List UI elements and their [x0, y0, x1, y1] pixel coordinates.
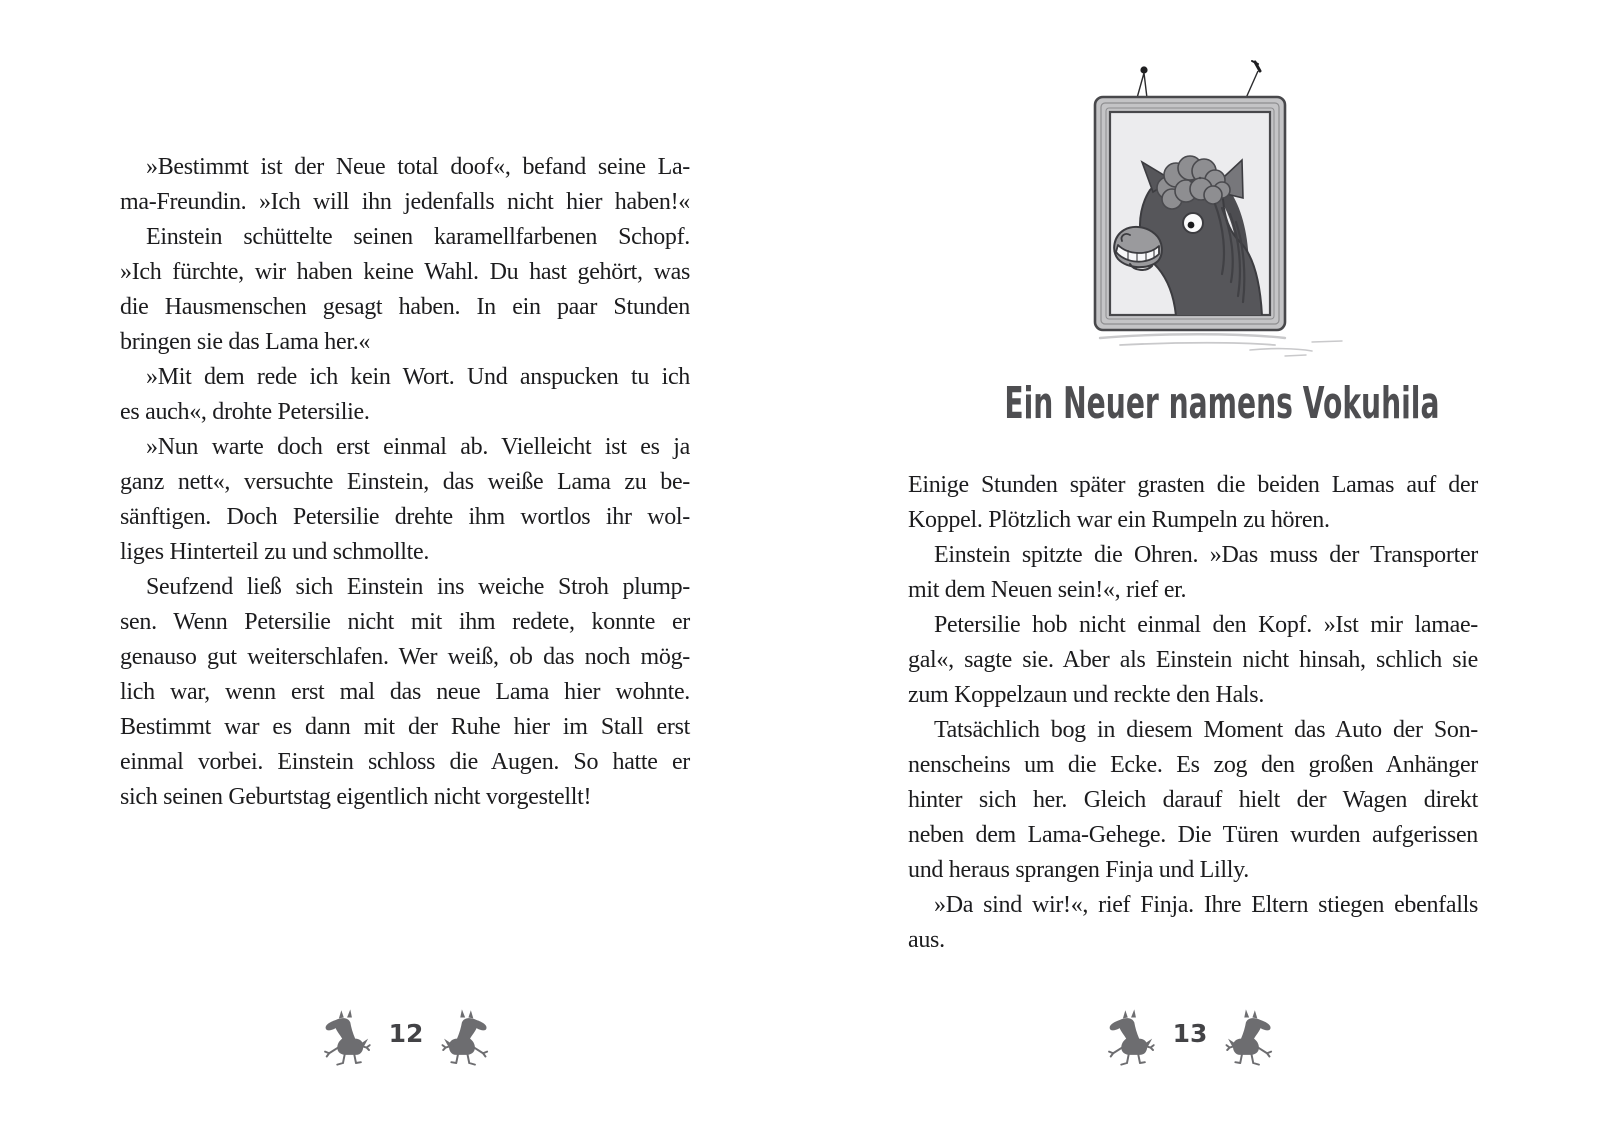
text-line: sen. Wenn Petersilie nicht mit ihm redete, konnte er [120, 609, 690, 635]
text-line: »Nun warte doch erst einmal ab. Vielleicht ist es ja [146, 434, 690, 460]
text-line: bringen sie das Lama her.« [120, 329, 371, 355]
text-line: einmal vorbei. Einstein schloss die Augen. So hatte er [120, 749, 690, 775]
text-line: lich war, wenn erst mal das neue Lama hier wohnte. [120, 679, 690, 705]
text-line: mit dem Neuen sein!«, rief er. [908, 577, 1187, 603]
text-line: »Ich fürchte, wir haben keine Wahl. Du hast gehört, was [120, 259, 690, 285]
text-line: Seufzend ließ sich Einstein ins weiche Stroh plump- [146, 574, 690, 600]
text-line: aus. [908, 927, 945, 953]
text-line: Bestimmt war es dann mit der Ruhe hier im Stall erst [120, 714, 690, 740]
text-line: Einstein spitzte die Ohren. »Das muss der Transporter [934, 542, 1478, 568]
text-line: ganz nett«, versuchte Einstein, das weiße Lama zu be- [120, 469, 690, 495]
text-line: Tatsächlich bog in diesem Moment das Auto der Son- [934, 717, 1478, 743]
text-line: sich seinen Geburtstag eigentlich nicht vorgestellt! [120, 784, 592, 810]
text-line: »Mit dem rede ich kein Wort. Und anspucken tu ich [146, 364, 690, 390]
text-line: Einige Stunden später grasten die beiden Lamas auf der [908, 472, 1478, 498]
dancing-llama-icon [1103, 1005, 1155, 1069]
text-line: Petersilie hob nicht einmal den Kopf. »Ist mir lamae- [934, 612, 1478, 638]
ground-shadow [1100, 334, 1342, 356]
text-line: es auch«, drohte Petersilie. [120, 399, 370, 425]
page-number: 13 [1172, 1018, 1208, 1048]
dancing-llama-icon [319, 1005, 371, 1069]
text-line: »Da sind wir!«, rief Finja. Ihre Eltern stiegen ebenfalls [934, 892, 1478, 918]
text-line: und heraus sprangen Finja und Lilly. [908, 857, 1249, 883]
text-line: Einstein schüttelte seinen karamellfarbenen Schopf. [146, 224, 690, 250]
text-line: ma-Freundin. »Ich will ihn jedenfalls nicht hier haben!« [120, 189, 690, 215]
text-line: hinter sich her. Gleich darauf hielt der Wagen direkt [908, 787, 1478, 813]
nail-icon [1137, 61, 1260, 98]
right-page-text [908, 468, 1478, 958]
dancing-llama-icon [441, 1005, 493, 1069]
text-line: »Bestimmt ist der Neue total doof«, befand seine La- [146, 154, 690, 180]
text-line: Koppel. Plötzlich war ein Rumpeln zu hören. [908, 507, 1330, 533]
page-number: 12 [388, 1018, 424, 1048]
text-line: zum Koppelzaun und reckte den Hals. [908, 682, 1265, 708]
text-line: neben dem Lama-Gehege. Die Türen wurden aufgerissen [908, 822, 1478, 848]
text-line: die Hausmenschen gesagt haben. In ein paar Stunden [120, 294, 690, 320]
dancing-llama-icon [1225, 1005, 1277, 1069]
right-page-footer [1103, 1002, 1278, 1072]
text-line: gal«, sagte sie. Aber als Einstein nicht hinsah, schlich sie [908, 647, 1478, 673]
framed-llama-portrait-illustration [1050, 50, 1370, 360]
left-page-text [120, 150, 690, 815]
left-page-footer [319, 1002, 494, 1072]
text-line: liges Hinterteil zu und schmollte. [120, 539, 430, 565]
text-line: sänftigen. Doch Petersilie drehte ihm wortlos ihr wol- [120, 504, 690, 530]
chapter-title: Ein Neuer namens Vokuhila [1004, 378, 1440, 429]
text-line: genauso gut weiterschlafen. Wer weiß, ob das noch mög- [120, 644, 690, 670]
text-line: nenscheins um die Ecke. Es zog den großen Anhänger [908, 752, 1478, 778]
